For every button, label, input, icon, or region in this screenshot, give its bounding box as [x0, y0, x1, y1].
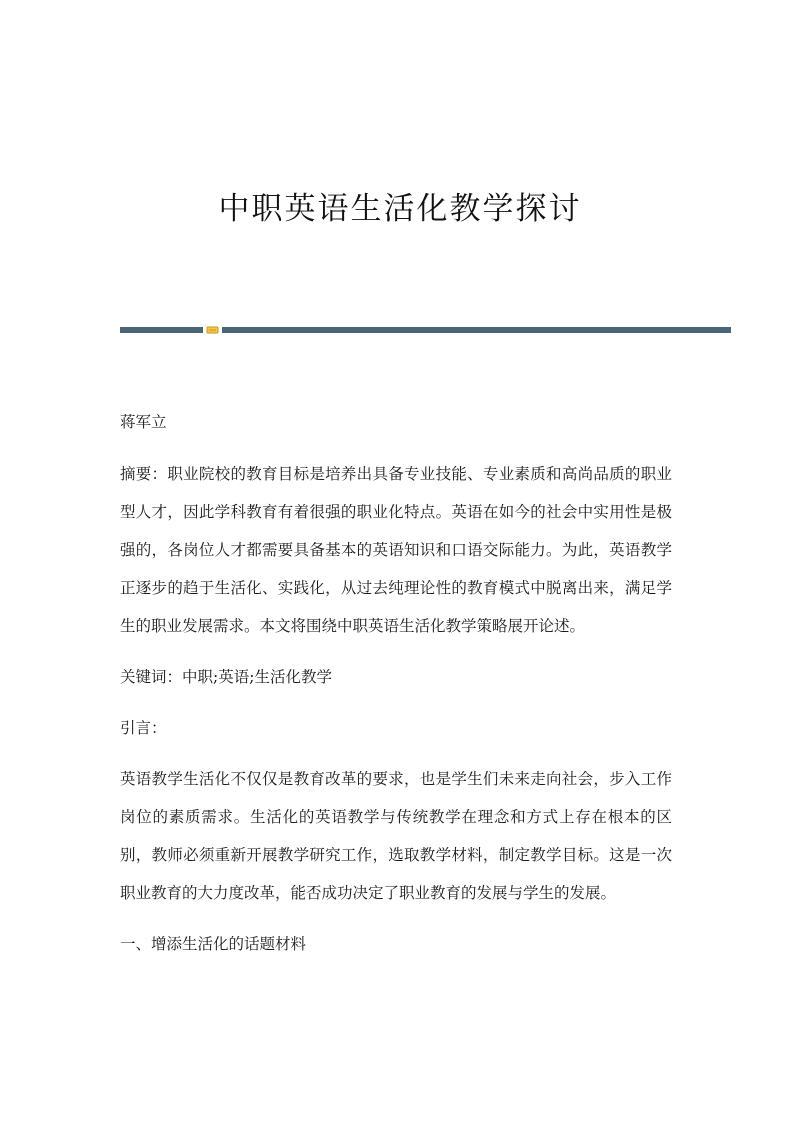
- pencil-icon: [206, 324, 219, 336]
- title-divider: [120, 324, 731, 336]
- intro-heading: 引言：: [120, 719, 167, 737]
- section-heading: 一、增添生活化的话题材料: [120, 935, 307, 953]
- document-body: [120, 403, 672, 976]
- divider-bar-right: [222, 327, 731, 333]
- keywords-line: 关键词：中职;英语;生活化教学: [120, 668, 332, 686]
- divider-bar-left: [120, 327, 203, 333]
- document-title: 中职英语生活化教学探讨: [218, 191, 582, 227]
- author-name: 蒋军立: [120, 413, 167, 431]
- abstract-paragraph: 摘要：职业院校的教育目标是培养出具备专业技能、专业素质和高尚品质的职业型人才，因此学科教育有着很强的职业化特点。英语在如今的社会中实用性是极强的，各岗位人才都需要具备基本的英语知识和口语交际能力。为此，英语教学正逐步的趋于生活化、实践化，从过去纯理论性的教育模式中脱离出来，满足学生的职业发展需求。本文将围绕中职英语生活化教学策略展开论述。: [120, 465, 672, 635]
- intro-paragraph: 英语教学生活化不仅仅是教育改革的要求，也是学生们未来走向社会，步入工作岗位的素质需求。生活化的英语教学与传统教学在理念和方式上存在根本的区别，教师必须重新开展教学研究工作，选取教学材料，制定教学目标。这是一次职业教育的大力度改革，能否成功决定了职业教育的发展与学生的发展。: [120, 770, 672, 902]
